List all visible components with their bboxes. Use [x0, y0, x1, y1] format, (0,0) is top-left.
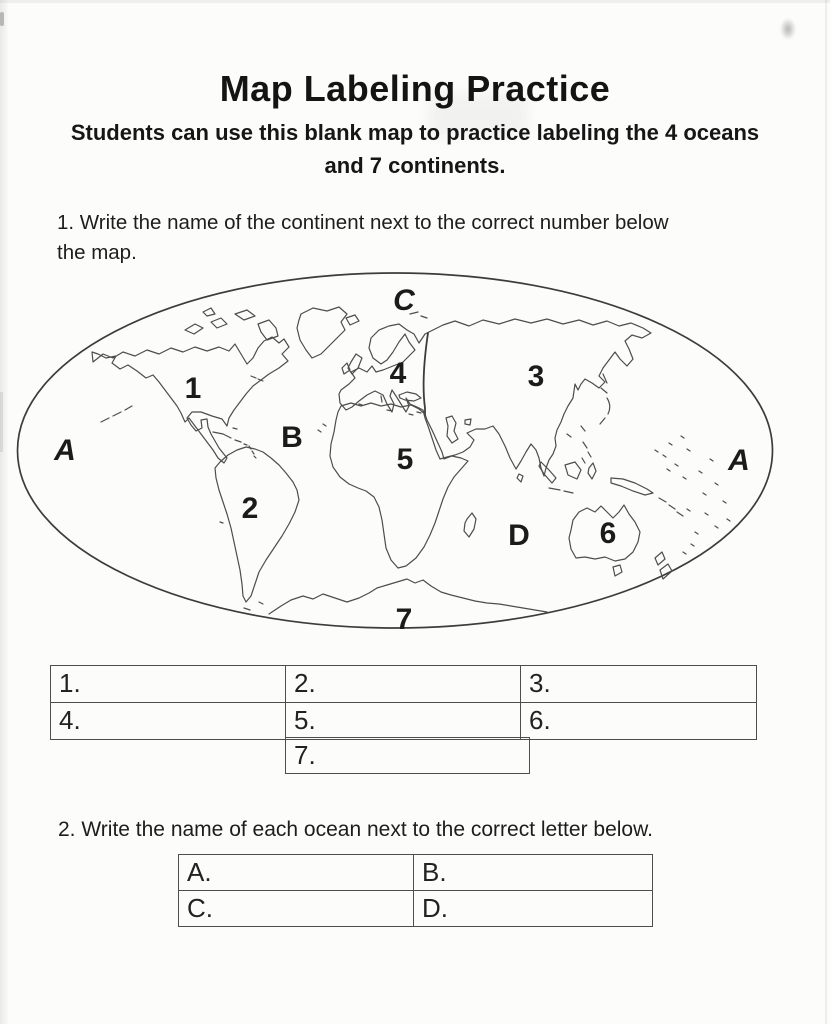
continent-label-1: 1	[184, 372, 202, 405]
continent-label-5: 5	[396, 443, 414, 476]
continent-field-7: 7.	[285, 737, 530, 774]
scan-edge-right	[825, 0, 827, 1024]
ocean-label-d: D	[508, 519, 530, 552]
map-oval-border	[18, 273, 773, 628]
continent-label-7: 7	[395, 603, 413, 634]
scan-smudge	[780, 18, 796, 40]
subtitle	[40, 116, 790, 182]
page-title: Map Labeling Practice	[219, 68, 611, 110]
world-map	[15, 262, 777, 634]
instruction-1-line-1: 1. Write the name of the continent next to the correct number below	[57, 211, 669, 234]
continent-field-5: 5.	[285, 702, 521, 740]
subtitle-line-2: and 7 continents.	[324, 153, 506, 178]
ocean-label-a-right: A	[728, 444, 750, 477]
ocean-answer-table	[178, 854, 653, 926]
ocean-field-c: C.	[178, 890, 414, 927]
continent-field-3: 3.	[520, 665, 757, 703]
continent-answer-table	[50, 665, 757, 739]
europe-asia-boundary-line	[424, 333, 428, 415]
continent-label-6: 6	[599, 517, 617, 550]
ocean-field-a: A.	[178, 854, 414, 891]
east-asia-islands	[567, 374, 610, 463]
instruction-1-line-2: the map.	[57, 241, 137, 264]
ocean-label-a-left: A	[54, 434, 76, 467]
subtitle-line-1: Students can use this blank map to practice labeling the 4 oceans	[70, 120, 760, 145]
caribbean-islands	[213, 428, 256, 458]
continent-label-4: 4	[389, 357, 407, 390]
australia-outline	[569, 505, 672, 579]
continent-label-3: 3	[527, 360, 545, 393]
africa-outline	[318, 403, 476, 568]
instruction-1	[57, 208, 777, 268]
continent-field-2: 2.	[285, 665, 521, 703]
continent-field-6: 6.	[520, 702, 757, 740]
arctic-islands	[185, 308, 278, 340]
southeast-asia-islands	[517, 462, 683, 516]
ocean-field-b: B.	[413, 854, 653, 891]
world-map-figure	[15, 262, 777, 634]
scan-artifact	[0, 392, 3, 452]
south-america-outline	[215, 447, 299, 610]
scan-artifact	[0, 12, 4, 26]
ocean-label-c: C	[393, 284, 415, 317]
continent-label-2: 2	[241, 492, 259, 525]
pacific-islands	[655, 436, 730, 554]
scan-edge-top	[0, 0, 830, 3]
scan-edge-left	[0, 0, 9, 1024]
ocean-field-d: D.	[413, 890, 653, 927]
continent-field-4: 4.	[50, 702, 286, 740]
continent-field-1: 1.	[50, 665, 286, 703]
instruction-2: 2. Write the name of each ocean next to the correct letter below.	[58, 818, 653, 841]
ocean-label-b: B	[281, 421, 303, 454]
eurasia-outline	[339, 319, 651, 476]
